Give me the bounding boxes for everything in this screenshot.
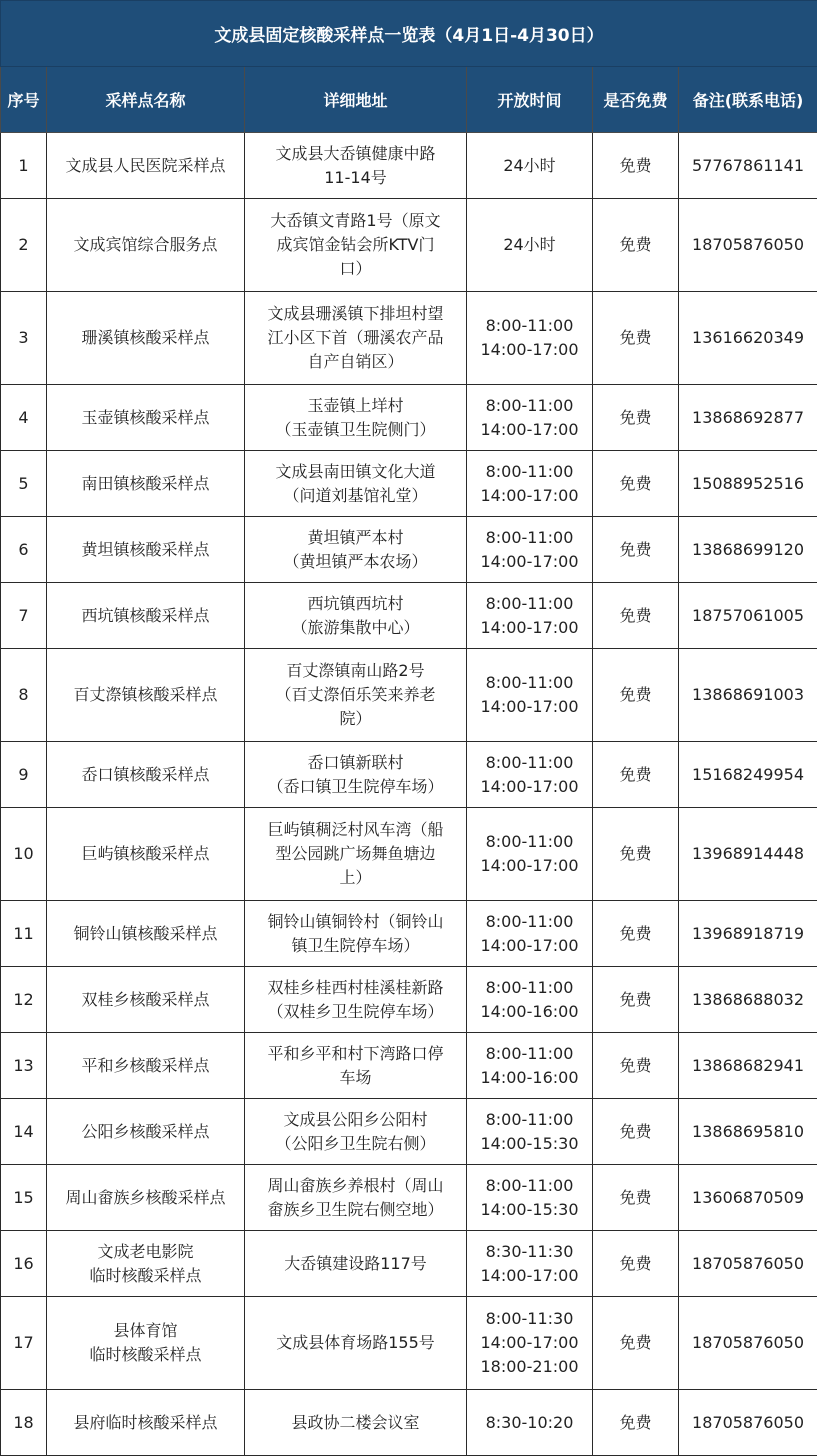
address-line: 双桂乡桂西村桂溪桂新路 xyxy=(267,977,444,997)
name-line: 临时核酸采样点 xyxy=(89,1265,202,1285)
site-name xyxy=(47,583,245,649)
open-hours xyxy=(467,1390,593,1456)
site-address xyxy=(245,1099,467,1165)
free-status: 免费 xyxy=(593,808,679,901)
free-status: 免费 xyxy=(593,1390,679,1456)
row-index: 8 xyxy=(1,649,47,742)
address-line: 文成县体育场路155号 xyxy=(276,1333,435,1352)
free-status: 免费 xyxy=(593,199,679,292)
open-hours xyxy=(467,133,593,199)
row-index: 7 xyxy=(1,583,47,649)
hours-line: 8:30-10:20 xyxy=(485,1412,574,1432)
open-hours xyxy=(467,1099,593,1165)
table-row xyxy=(1,583,817,649)
contact-phone: 13868695810 xyxy=(679,1099,817,1165)
free-status: 免费 xyxy=(593,1297,679,1390)
hours-line: 8:00-11:00 xyxy=(485,527,574,547)
address-line: （黄坦镇严本农场） xyxy=(283,551,428,571)
name-line: 南田镇核酸采样点 xyxy=(81,473,210,493)
table-row xyxy=(1,1099,817,1165)
address-line: （百丈漈佰乐笑来养老 xyxy=(275,685,436,704)
hours-line: 18:00-21:00 xyxy=(480,1357,579,1376)
contact-phone: 18705876050 xyxy=(679,1390,817,1456)
site-address xyxy=(245,385,467,451)
table-body xyxy=(1,133,817,1456)
site-address xyxy=(245,742,467,808)
row-index: 14 xyxy=(1,1099,47,1165)
hours-line: 24小时 xyxy=(503,155,556,175)
site-address xyxy=(245,1297,467,1390)
address-line: （岙口镇卫生院停车场） xyxy=(267,776,444,796)
table-row xyxy=(1,1231,817,1297)
address-line: 11-14号 xyxy=(324,167,387,187)
hours-line: 8:00-11:00 xyxy=(485,1043,574,1063)
contact-phone: 13606870509 xyxy=(679,1165,817,1231)
site-address xyxy=(245,967,467,1033)
address-line: 平和乡平和村下湾路口停 xyxy=(267,1043,444,1063)
contact-phone: 18705876050 xyxy=(679,199,817,292)
address-line: 黄坦镇严本村 xyxy=(307,527,404,547)
header-phone: 备注(联系电话) xyxy=(679,67,817,133)
contact-phone: 15168249954 xyxy=(679,742,817,808)
table-row xyxy=(1,901,817,967)
hours-line: 8:00-11:00 xyxy=(485,593,574,613)
contact-phone: 13616620349 xyxy=(679,292,817,385)
hours-line: 14:00-15:30 xyxy=(480,1199,579,1219)
hours-line: 8:00-11:00 xyxy=(485,911,574,931)
free-status: 免费 xyxy=(593,967,679,1033)
hours-line: 14:00-17:00 xyxy=(480,776,579,796)
address-line: 院） xyxy=(339,709,372,728)
row-index: 13 xyxy=(1,1033,47,1099)
hours-line: 14:00-17:00 xyxy=(480,1333,579,1352)
address-line: 玉壶镇上垟村 xyxy=(307,395,404,415)
row-index: 10 xyxy=(1,808,47,901)
table-row xyxy=(1,292,817,385)
site-address xyxy=(245,1033,467,1099)
address-line: （公阳乡卫生院右侧） xyxy=(275,1133,436,1153)
name-line: 文成宾馆综合服务点 xyxy=(73,235,218,254)
open-hours xyxy=(467,385,593,451)
free-status: 免费 xyxy=(593,649,679,742)
hours-line: 24小时 xyxy=(503,235,556,254)
contact-phone: 13868691003 xyxy=(679,649,817,742)
site-name xyxy=(47,1297,245,1390)
open-hours xyxy=(467,901,593,967)
free-status: 免费 xyxy=(593,385,679,451)
free-status: 免费 xyxy=(593,1033,679,1099)
site-address xyxy=(245,583,467,649)
address-line: 口） xyxy=(339,259,372,278)
address-line: 文成县大岙镇健康中路 xyxy=(275,143,436,163)
table-row xyxy=(1,808,817,901)
contact-phone: 18757061005 xyxy=(679,583,817,649)
hours-line: 14:00-17:00 xyxy=(480,617,579,637)
hours-line: 14:00-15:30 xyxy=(480,1133,579,1153)
table-row xyxy=(1,967,817,1033)
address-line: 镇卫生院停车场） xyxy=(291,935,420,955)
row-index: 11 xyxy=(1,901,47,967)
table-row xyxy=(1,133,817,199)
open-hours xyxy=(467,1165,593,1231)
address-line: 巨屿镇稠泛村风车湾（船 xyxy=(267,820,444,839)
open-hours xyxy=(467,583,593,649)
contact-phone: 13968914448 xyxy=(679,808,817,901)
address-line: 大岙镇文青路1号（原文 xyxy=(270,211,441,230)
table-row xyxy=(1,1033,817,1099)
hours-line: 8:00-11:00 xyxy=(485,316,574,335)
site-name xyxy=(47,967,245,1033)
address-line: 文成县南田镇文化大道 xyxy=(275,461,436,481)
name-line: 平和乡核酸采样点 xyxy=(81,1055,210,1075)
site-address xyxy=(245,451,467,517)
contact-phone: 13868699120 xyxy=(679,517,817,583)
address-line: 大岙镇建设路117号 xyxy=(284,1253,427,1273)
contact-phone: 13868682941 xyxy=(679,1033,817,1099)
free-status: 免费 xyxy=(593,1165,679,1231)
site-address xyxy=(245,1231,467,1297)
site-address xyxy=(245,901,467,967)
row-index: 6 xyxy=(1,517,47,583)
free-status: 免费 xyxy=(593,517,679,583)
name-line: 铜铃山镇核酸采样点 xyxy=(73,923,218,943)
site-name xyxy=(47,1390,245,1456)
open-hours xyxy=(467,292,593,385)
open-hours xyxy=(467,649,593,742)
address-line: 铜铃山镇铜铃村（铜铃山 xyxy=(267,911,444,931)
address-line: 岙口镇新联村 xyxy=(307,752,404,772)
table-row xyxy=(1,1390,817,1456)
contact-phone: 13968918719 xyxy=(679,901,817,967)
name-line: 珊溪镇核酸采样点 xyxy=(81,328,210,347)
hours-line: 8:00-11:00 xyxy=(485,1175,574,1195)
address-line: 江小区下首（珊溪农产品 xyxy=(267,328,444,347)
site-address xyxy=(245,199,467,292)
address-line: 成宾馆金钻会所KTV门 xyxy=(276,235,435,254)
table-row xyxy=(1,1297,817,1390)
contact-phone: 13868688032 xyxy=(679,967,817,1033)
contact-phone: 18705876050 xyxy=(679,1297,817,1390)
hours-line: 8:00-11:00 xyxy=(485,977,574,997)
site-name xyxy=(47,385,245,451)
site-name xyxy=(47,517,245,583)
site-address xyxy=(245,808,467,901)
open-hours xyxy=(467,1231,593,1297)
open-hours xyxy=(467,1297,593,1390)
site-name xyxy=(47,808,245,901)
site-address xyxy=(245,517,467,583)
open-hours xyxy=(467,808,593,901)
hours-line: 8:00-11:00 xyxy=(485,832,574,851)
site-name xyxy=(47,133,245,199)
row-index: 1 xyxy=(1,133,47,199)
name-line: 西坑镇核酸采样点 xyxy=(81,605,210,625)
open-hours xyxy=(467,1033,593,1099)
contact-phone: 18705876050 xyxy=(679,1231,817,1297)
site-address xyxy=(245,133,467,199)
address-line: 上） xyxy=(339,868,372,887)
site-name xyxy=(47,649,245,742)
free-status: 免费 xyxy=(593,742,679,808)
hours-line: 14:00-17:00 xyxy=(480,935,579,955)
name-line: 周山畲族乡核酸采样点 xyxy=(65,1187,226,1207)
address-line: 文成县珊溪镇下排坦村望 xyxy=(267,304,444,323)
address-line: 畲族乡卫生院右侧空地） xyxy=(267,1199,444,1219)
name-line: 双桂乡核酸采样点 xyxy=(81,989,210,1009)
name-line: 临时核酸采样点 xyxy=(89,1345,202,1364)
hours-line: 14:00-17:00 xyxy=(480,856,579,875)
hours-line: 8:00-11:00 xyxy=(485,673,574,692)
free-status: 免费 xyxy=(593,583,679,649)
contact-phone: 57767861141 xyxy=(679,133,817,199)
site-name xyxy=(47,451,245,517)
site-address xyxy=(245,1165,467,1231)
row-index: 17 xyxy=(1,1297,47,1390)
address-line: （问道刘基馆礼堂） xyxy=(283,485,428,505)
address-line: 县政协二楼会议室 xyxy=(291,1412,420,1432)
open-hours xyxy=(467,451,593,517)
hours-line: 14:00-16:00 xyxy=(480,1067,579,1087)
hours-line: 14:00-17:00 xyxy=(480,485,579,505)
name-line: 岙口镇核酸采样点 xyxy=(81,764,210,784)
free-status: 免费 xyxy=(593,1099,679,1165)
row-index: 3 xyxy=(1,292,47,385)
table-row xyxy=(1,451,817,517)
site-name xyxy=(47,1099,245,1165)
address-line: 自产自销区） xyxy=(307,352,404,371)
site-name xyxy=(47,1033,245,1099)
free-status: 免费 xyxy=(593,1231,679,1297)
name-line: 百丈漈镇核酸采样点 xyxy=(73,685,218,704)
address-line: 车场 xyxy=(339,1067,372,1087)
row-index: 2 xyxy=(1,199,47,292)
hours-line: 14:00-17:00 xyxy=(480,419,579,439)
name-line: 巨屿镇核酸采样点 xyxy=(81,844,210,863)
address-line: 百丈漈镇南山路2号 xyxy=(286,661,425,680)
hours-line: 14:00-16:00 xyxy=(480,1001,579,1021)
contact-phone: 13868692877 xyxy=(679,385,817,451)
site-name xyxy=(47,742,245,808)
free-status: 免费 xyxy=(593,901,679,967)
table-row xyxy=(1,1165,817,1231)
contact-phone: 15088952516 xyxy=(679,451,817,517)
address-line: 周山畲族乡养根村（周山 xyxy=(267,1175,444,1195)
table-row xyxy=(1,742,817,808)
free-status: 免费 xyxy=(593,292,679,385)
name-line: 县体育馆 xyxy=(113,1321,178,1340)
header-free: 是否免费 xyxy=(593,67,679,133)
header-index: 序号 xyxy=(1,67,47,133)
site-name xyxy=(47,1231,245,1297)
row-index: 18 xyxy=(1,1390,47,1456)
address-line: 型公园跳广场舞鱼塘边 xyxy=(275,844,436,863)
address-line: （旅游集散中心） xyxy=(291,617,420,637)
hours-line: 14:00-17:00 xyxy=(480,697,579,716)
row-index: 4 xyxy=(1,385,47,451)
table-row xyxy=(1,199,817,292)
name-line: 文成县人民医院采样点 xyxy=(65,155,226,175)
header-address: 详细地址 xyxy=(245,67,467,133)
hours-line: 8:00-11:00 xyxy=(485,752,574,772)
hours-line: 8:00-11:00 xyxy=(485,461,574,481)
open-hours xyxy=(467,517,593,583)
header-row xyxy=(1,67,817,133)
open-hours xyxy=(467,967,593,1033)
hours-line: 8:30-11:30 xyxy=(485,1241,574,1261)
table-row xyxy=(1,517,817,583)
hours-line: 8:00-11:30 xyxy=(485,1309,574,1328)
header-open-hours: 开放时间 xyxy=(467,67,593,133)
hours-line: 14:00-17:00 xyxy=(480,551,579,571)
table-title: 文成县固定核酸采样点一览表（4月1日-4月30日） xyxy=(1,1,817,67)
table-row xyxy=(1,385,817,451)
free-status: 免费 xyxy=(593,451,679,517)
name-line: 文成老电影院 xyxy=(97,1241,194,1261)
address-line: 文成县公阳乡公阳村 xyxy=(283,1109,428,1129)
site-address xyxy=(245,292,467,385)
row-index: 16 xyxy=(1,1231,47,1297)
site-address xyxy=(245,1390,467,1456)
name-line: 公阳乡核酸采样点 xyxy=(81,1121,210,1141)
name-line: 黄坦镇核酸采样点 xyxy=(81,539,210,559)
address-line: 西坑镇西坑村 xyxy=(307,593,404,613)
free-status: 免费 xyxy=(593,133,679,199)
address-line: （玉壶镇卫生院侧门） xyxy=(275,419,436,439)
address-line: （双桂乡卫生院停车场） xyxy=(267,1001,444,1021)
hours-line: 14:00-17:00 xyxy=(480,1265,579,1285)
hours-line: 8:00-11:00 xyxy=(485,395,574,415)
header-site-name: 采样点名称 xyxy=(47,67,245,133)
row-index: 12 xyxy=(1,967,47,1033)
open-hours xyxy=(467,742,593,808)
name-line: 玉壶镇核酸采样点 xyxy=(81,407,210,427)
site-name xyxy=(47,292,245,385)
row-index: 9 xyxy=(1,742,47,808)
site-name xyxy=(47,1165,245,1231)
table-row xyxy=(1,649,817,742)
open-hours xyxy=(467,199,593,292)
site-address xyxy=(245,649,467,742)
hours-line: 14:00-17:00 xyxy=(480,340,579,359)
row-index: 15 xyxy=(1,1165,47,1231)
row-index: 5 xyxy=(1,451,47,517)
name-line: 县府临时核酸采样点 xyxy=(73,1412,218,1432)
site-name xyxy=(47,901,245,967)
hours-line: 8:00-11:00 xyxy=(485,1109,574,1129)
site-name xyxy=(47,199,245,292)
